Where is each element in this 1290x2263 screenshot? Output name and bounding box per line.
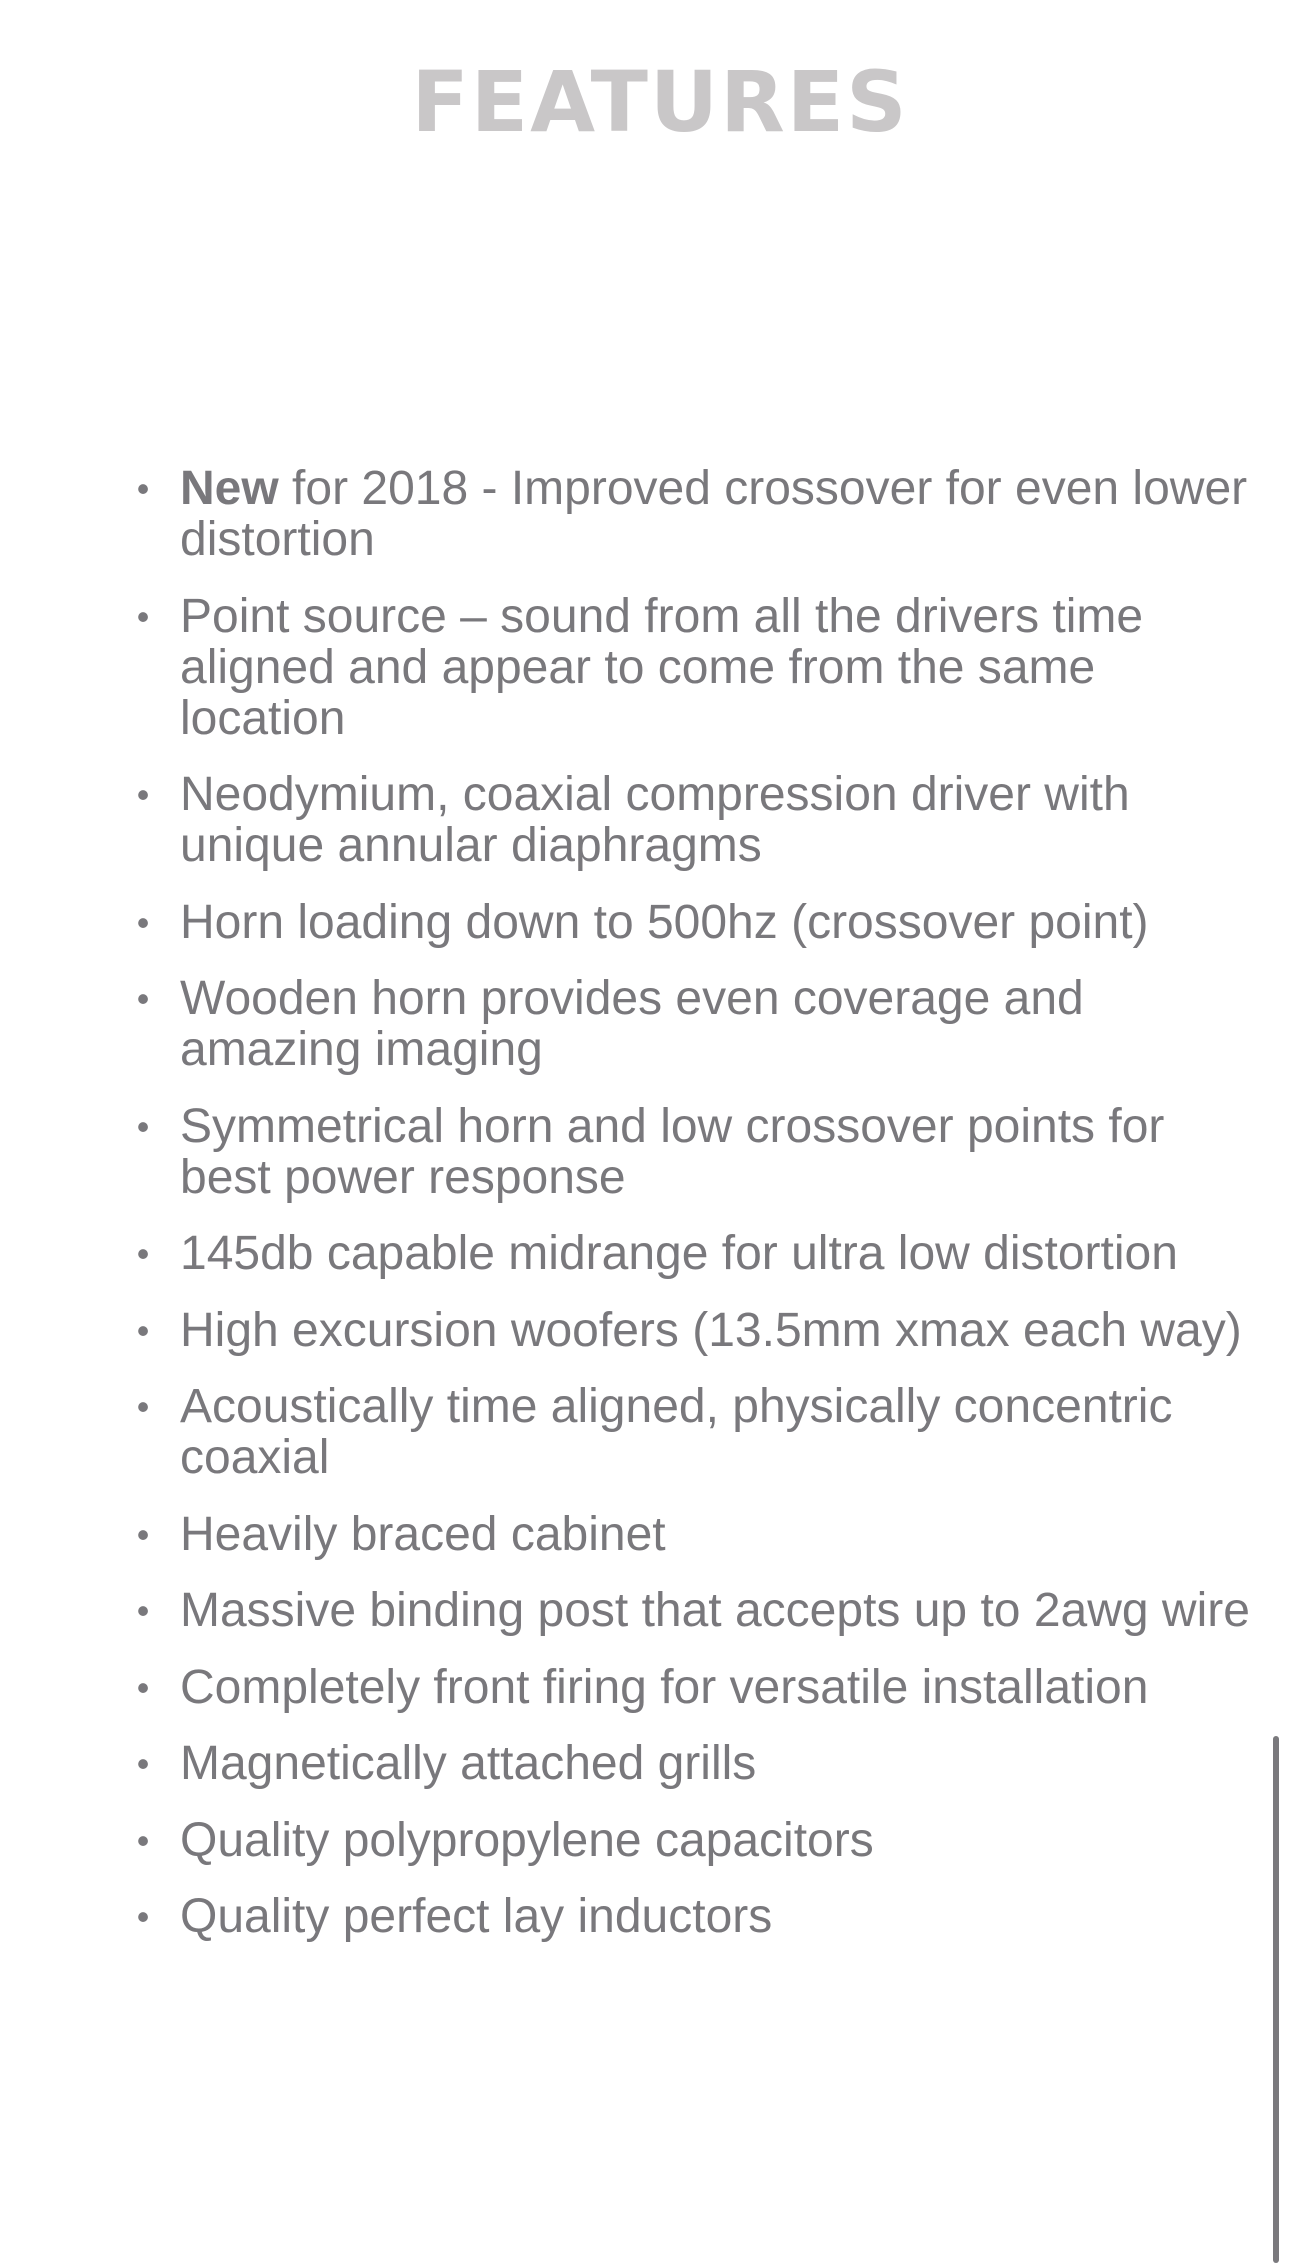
bullet-icon: • (136, 1819, 150, 1861)
feature-text: 145db capable midrange for ultra low distortion (180, 1227, 1178, 1280)
feature-item (136, 972, 1250, 1076)
bullet-icon: • (136, 1666, 150, 1708)
feature-item (136, 1660, 1250, 1714)
feature-item (136, 1737, 1250, 1790)
feature-text: Acoustically time aligned, physically concentric coaxial (180, 1380, 1173, 1484)
feature-list (136, 462, 1250, 1968)
feature-text: Symmetrical horn and low crossover points for best power response (180, 1099, 1165, 1204)
feature-text: Quality polypropylene capacitors (180, 1813, 874, 1867)
feature-item (136, 895, 1250, 949)
feature-item (136, 462, 1250, 566)
feature-item (136, 1890, 1250, 1943)
feature-text: Massive binding post that accepts up to 2awg wire (180, 1584, 1250, 1637)
feature-item (136, 1584, 1250, 1637)
feature-text: Magnetically attached grills (180, 1737, 757, 1790)
feature-item (136, 1507, 1250, 1561)
feature-item (136, 1303, 1250, 1357)
bullet-icon: • (136, 468, 150, 509)
bullet-icon: • (136, 978, 150, 1019)
page-title: FEATURES (411, 53, 909, 151)
feature-text: Neodymium, coaxial compression driver with unique annular diaphragms (180, 768, 1130, 872)
feature-text: High excursion woofers (13.5mm xmax each way) (180, 1303, 1242, 1357)
bullet-icon: • (136, 1513, 150, 1555)
feature-item (136, 1813, 1250, 1867)
feature-item (136, 768, 1250, 872)
feature-text: Wooden horn provides even coverage and amazing imaging (180, 972, 1084, 1076)
feature-item (136, 1380, 1250, 1484)
feature-text: Completely front firing for versatile installation (180, 1660, 1149, 1714)
bullet-icon: • (136, 1743, 150, 1784)
feature-text: Horn loading down to 500hz (crossover point) (180, 895, 1149, 949)
bullet-icon: • (136, 1309, 150, 1351)
bullet-icon: • (136, 774, 150, 815)
feature-text: Quality perfect lay inductors (180, 1890, 773, 1943)
bullet-icon: • (136, 595, 150, 637)
bullet-icon: • (136, 1590, 150, 1631)
feature-text: Point source – sound from all the drivers time aligned and appear to come from the same location (180, 589, 1144, 745)
feature-highlight: New (180, 462, 279, 515)
bullet-icon: • (136, 1896, 150, 1937)
bullet-icon: • (136, 1233, 150, 1274)
bullet-icon: • (136, 901, 150, 943)
feature-item (136, 589, 1250, 745)
bullet-icon: • (136, 1105, 150, 1147)
feature-text: Heavily braced cabinet (180, 1507, 666, 1561)
scrollbar[interactable] (1273, 1736, 1279, 2263)
feature-item (136, 1099, 1250, 1204)
bullet-icon: • (136, 1386, 150, 1427)
feature-item (136, 1227, 1250, 1280)
feature-text: for 2018 - Improved crossover for even lower distortion (180, 462, 1248, 566)
